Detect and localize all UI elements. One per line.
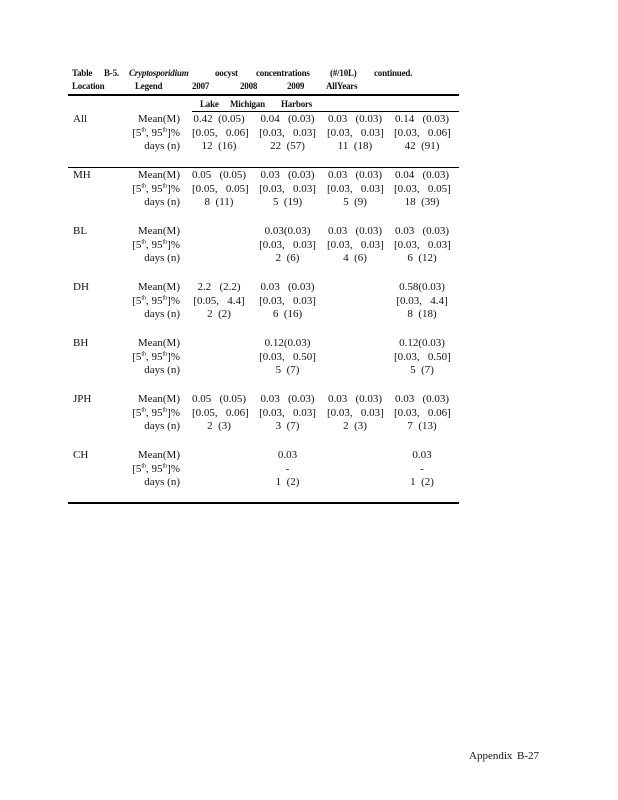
- value-days: 2 (2): [207, 308, 231, 320]
- value-mean: [192, 337, 246, 351]
- legend-percentile-mid: , 95: [146, 294, 163, 307]
- table-bottom-rule: [68, 502, 459, 504]
- value-percentile: [0.03, 0.06]: [394, 126, 451, 139]
- footer-appendix: Appendix: [469, 750, 513, 762]
- value-cell-c2007: [192, 337, 246, 378]
- value-mean: 0.04 (0.03): [394, 169, 450, 181]
- value-mean: 0.42 (0.05): [193, 113, 245, 125]
- value-percentile: [0.03, 0.50]: [259, 350, 316, 363]
- location-cell: All: [73, 113, 88, 125]
- value-days: 8 (11): [204, 196, 234, 208]
- value-percentile: [0.03, 0.03]: [327, 182, 384, 195]
- value-mean: 0.03 (0.03): [260, 393, 315, 405]
- location-cell: MH: [73, 169, 91, 181]
- header-rule-top: [68, 94, 459, 96]
- value-cell-c2009: [327, 393, 383, 434]
- value-days: 3 (7): [275, 420, 300, 432]
- value-mean: 0.03 (0.03): [327, 225, 383, 237]
- legend-percentile-close: ]%: [167, 238, 180, 251]
- value-mean: [192, 225, 246, 239]
- header-continued: continued.: [374, 68, 413, 78]
- value-cell-call: [394, 393, 450, 434]
- value-mean: 0.03(0.03): [264, 225, 311, 237]
- value-percentile: [0.03, 0.03]: [259, 294, 316, 307]
- value-cell-c2008: [259, 449, 316, 490]
- value-mean: 0.03: [412, 449, 432, 461]
- header-oocyst: oocyst: [215, 68, 238, 78]
- legend-percentile-close: ]%: [167, 406, 180, 419]
- legend-percentile: [118, 127, 180, 141]
- value-mean: [327, 337, 383, 351]
- value-cell-c2009: [327, 281, 383, 322]
- value-days: 12 (16): [201, 140, 237, 152]
- value-percentile: [0.05, 0.06]: [192, 126, 249, 139]
- legend-percentile-mid: , 95: [146, 406, 163, 419]
- header-all-years: AllYears: [326, 81, 358, 91]
- value-mean: 0.14 (0.03): [394, 113, 450, 125]
- value-percentile: -: [420, 462, 424, 475]
- legend-percentile: [118, 239, 180, 253]
- value-cell-call: [394, 449, 450, 490]
- value-days: [192, 252, 246, 266]
- legend-percentile-close: ]%: [167, 350, 180, 363]
- legend-days: days (n): [144, 196, 180, 208]
- value-cell-c2009: [327, 337, 383, 378]
- legend-percentile-open: [5: [132, 462, 142, 475]
- value-percentile: [0.03, 0.03]: [327, 126, 384, 139]
- value-cell-c2008: [259, 169, 316, 210]
- header-location: Location: [72, 81, 105, 91]
- subheader-lake: Lake: [200, 99, 219, 109]
- subheader-michigan: Michigan: [230, 99, 265, 109]
- value-mean: 0.05 (0.05): [192, 169, 247, 181]
- value-days: [327, 476, 383, 490]
- legend-days: days (n): [144, 364, 180, 376]
- value-mean: 0.03 (0.03): [260, 281, 315, 293]
- legend-days: days (n): [144, 420, 180, 432]
- value-cell-call: [394, 113, 450, 154]
- legend-percentile: [118, 407, 180, 421]
- legend-days: days (n): [144, 476, 180, 488]
- legend-percentile-th1: th: [141, 350, 146, 357]
- subheader-rule: [192, 111, 459, 112]
- legend-percentile-open: [5: [132, 182, 142, 195]
- value-percentile: [0.03, 0.03]: [327, 406, 384, 419]
- value-percentile: [0.03, 0.03]: [259, 238, 316, 251]
- value-days: 18 (39): [404, 196, 440, 208]
- value-percentile: [0.03, 0.05]: [394, 182, 451, 195]
- value-cell-c2007: [192, 225, 246, 266]
- legend-percentile-open: [5: [132, 294, 142, 307]
- legend-percentile: [118, 463, 180, 477]
- organism-name: Cryptosporidium: [129, 68, 189, 78]
- value-days: 8 (18): [407, 308, 437, 320]
- value-percentile: [327, 351, 383, 365]
- value-days: 5 (19): [272, 196, 303, 208]
- value-days: 2 (6): [275, 252, 300, 264]
- location-cell: DH: [73, 281, 89, 293]
- legend-days: days (n): [144, 308, 180, 320]
- value-percentile: [0.03, 0.50]: [394, 350, 451, 363]
- value-mean: 0.12(0.03): [399, 337, 445, 349]
- value-percentile: [192, 351, 246, 365]
- value-percentile: [327, 295, 383, 309]
- value-cell-c2008: [259, 393, 316, 434]
- value-days: 6 (16): [272, 308, 303, 320]
- value-cell-call: [394, 337, 450, 378]
- subheader-harbors: Harbors: [281, 99, 313, 109]
- legend-percentile-th1: th: [141, 406, 146, 413]
- legend-percentile-open: [5: [132, 406, 142, 419]
- value-cell-c2008: [259, 281, 316, 322]
- legend-percentile-th2: th: [162, 462, 168, 469]
- value-cell-call: [394, 225, 450, 266]
- value-days: [192, 476, 246, 490]
- value-days: 5 (9): [343, 196, 367, 208]
- value-percentile: [0.03, 0.06]: [394, 406, 451, 419]
- legend-percentile-th2: th: [162, 126, 168, 133]
- value-mean: [327, 449, 383, 463]
- value-percentile: -: [285, 462, 290, 475]
- value-mean: 0.03 (0.03): [327, 169, 383, 181]
- legend-mean: Mean(M): [137, 169, 180, 181]
- header-concentrations: concentrations: [256, 68, 310, 78]
- value-mean: 0.58(0.03): [399, 281, 445, 293]
- value-mean: [327, 281, 383, 295]
- value-cell-call: [394, 169, 450, 210]
- value-days: 1 (2): [410, 476, 434, 488]
- value-cell-c2008: [259, 337, 316, 378]
- legend-percentile-th1: th: [141, 182, 146, 189]
- legend-percentile-mid: , 95: [146, 238, 163, 251]
- value-mean: 0.03 (0.03): [327, 113, 383, 125]
- value-cell-c2009: [327, 225, 383, 266]
- legend-mean: Mean(M): [137, 225, 180, 237]
- value-mean: 0.12(0.03): [264, 337, 311, 349]
- value-cell-c2007: [192, 449, 246, 490]
- value-percentile: [192, 463, 246, 477]
- value-mean: 0.03: [277, 449, 298, 461]
- legend-percentile-th1: th: [141, 462, 146, 469]
- location-cell: JPH: [73, 393, 92, 405]
- legend-percentile-th2: th: [162, 350, 168, 357]
- value-cell-c2007: [192, 169, 249, 210]
- legend-percentile-close: ]%: [167, 462, 180, 475]
- legend-percentile-mid: , 95: [146, 350, 163, 363]
- footer-page-number: B-27: [517, 750, 539, 762]
- value-days: 6 (12): [407, 252, 437, 264]
- legend-percentile-th1: th: [141, 238, 146, 245]
- legend-percentile-th1: th: [141, 126, 146, 133]
- value-days: 1 (2): [275, 476, 300, 488]
- legend-percentile-mid: , 95: [146, 462, 163, 475]
- value-days: 11 (18): [337, 140, 373, 152]
- legend-percentile-close: ]%: [167, 182, 180, 195]
- value-days: 22 (57): [270, 140, 305, 152]
- value-mean: [192, 449, 246, 463]
- after-all-rule: [68, 167, 459, 168]
- value-cell-c2009: [327, 449, 383, 490]
- value-percentile: [0.03, 0.03]: [394, 238, 451, 251]
- legend-mean: Mean(M): [137, 449, 180, 461]
- legend-cell: [118, 225, 180, 266]
- value-days: 7 (13): [407, 420, 437, 432]
- value-percentile: [0.03, 0.03]: [259, 406, 316, 419]
- table-label: Table: [72, 68, 93, 78]
- legend-days: days (n): [144, 140, 180, 152]
- legend-percentile-mid: , 95: [146, 182, 163, 195]
- legend-mean: Mean(M): [137, 113, 180, 125]
- value-days: [327, 308, 383, 322]
- value-days: 4 (6): [343, 252, 367, 264]
- value-percentile: [0.03, 4.4]: [396, 294, 448, 307]
- header-2008: 2008: [240, 81, 258, 91]
- header-2009: 2009: [287, 81, 305, 91]
- value-percentile: [0.05, 0.05]: [192, 182, 249, 195]
- legend-cell: [118, 113, 180, 154]
- value-cell-c2009: [327, 169, 383, 210]
- header-2007: 2007: [192, 81, 210, 91]
- value-days: 2 (3): [207, 420, 231, 432]
- value-mean: 0.04 (0.03): [260, 113, 315, 125]
- value-percentile: [0.03, 0.03]: [259, 126, 316, 139]
- value-days: 5 (7): [410, 364, 434, 376]
- legend-cell: [118, 393, 180, 434]
- legend-percentile-open: [5: [132, 350, 142, 363]
- value-cell-c2007: [192, 281, 246, 322]
- value-percentile: [0.05, 0.06]: [192, 406, 249, 419]
- value-mean: 0.03 (0.03): [260, 169, 315, 181]
- legend-percentile: [118, 351, 180, 365]
- legend-percentile-mid: , 95: [146, 126, 163, 139]
- legend-percentile: [118, 183, 180, 197]
- legend-cell: [118, 449, 180, 490]
- value-percentile: [0.03, 0.03]: [259, 182, 316, 195]
- value-mean: 0.05 (0.05): [192, 393, 247, 405]
- value-days: [327, 364, 383, 378]
- legend-percentile-close: ]%: [167, 294, 180, 307]
- value-mean: 2.2 (2.2): [197, 281, 241, 293]
- value-percentile: [327, 463, 383, 477]
- header-unit: (#/10L): [330, 68, 357, 78]
- value-days: [192, 364, 246, 378]
- legend-mean: Mean(M): [137, 281, 180, 293]
- value-mean: 0.03 (0.03): [394, 393, 450, 405]
- value-percentile: [192, 239, 246, 253]
- legend-percentile-th2: th: [162, 294, 168, 301]
- value-mean: 0.03 (0.03): [394, 225, 450, 237]
- value-cell-c2008: [259, 225, 316, 266]
- value-days: 5 (7): [275, 364, 300, 376]
- value-days: 42 (91): [404, 140, 440, 152]
- legend-cell: [118, 281, 180, 322]
- legend-percentile-th2: th: [162, 182, 168, 189]
- legend-percentile-open: [5: [132, 238, 142, 251]
- legend-percentile-th2: th: [162, 238, 168, 245]
- legend-days: days (n): [144, 252, 180, 264]
- value-cell-c2009: [327, 113, 383, 154]
- legend-mean: Mean(M): [137, 337, 180, 349]
- legend-percentile: [118, 295, 180, 309]
- legend-cell: [118, 169, 180, 210]
- legend-cell: [118, 337, 180, 378]
- value-days: 2 (3): [343, 420, 367, 432]
- value-percentile: [0.03, 0.03]: [327, 238, 384, 251]
- legend-percentile-th2: th: [162, 406, 168, 413]
- header-legend: Legend: [135, 81, 163, 91]
- legend-percentile-open: [5: [132, 126, 142, 139]
- location-cell: BH: [73, 337, 89, 349]
- value-cell-c2008: [259, 113, 316, 154]
- value-cell-c2007: [192, 393, 249, 434]
- value-mean: 0.03 (0.03): [327, 393, 383, 405]
- legend-mean: Mean(M): [137, 393, 180, 405]
- location-cell: CH: [73, 449, 89, 461]
- value-cell-c2007: [192, 113, 249, 154]
- table-number: B-5.: [104, 68, 119, 78]
- value-cell-call: [394, 281, 450, 322]
- location-cell: BL: [73, 225, 88, 237]
- legend-percentile-close: ]%: [167, 126, 180, 139]
- value-percentile: [0.05, 4.4]: [193, 294, 245, 307]
- legend-percentile-th1: th: [141, 294, 146, 301]
